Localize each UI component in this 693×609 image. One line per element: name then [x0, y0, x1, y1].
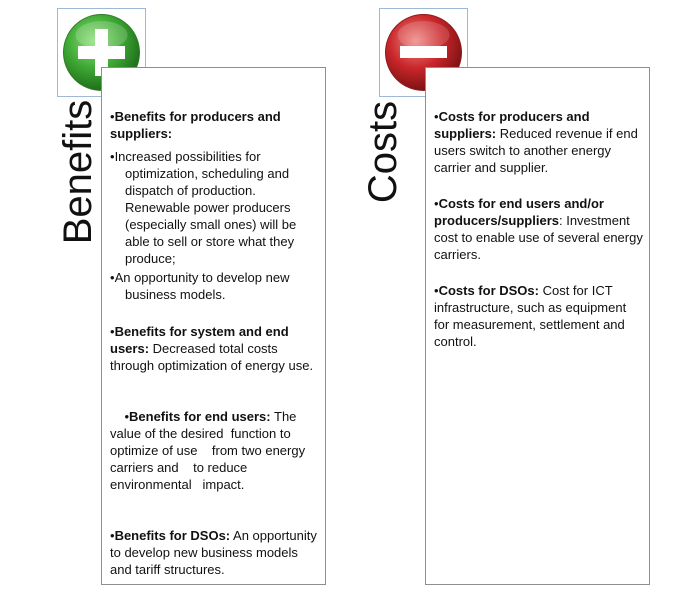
cost-text: Reduced revenue if end users switch to another energy carrier and supplier. [434, 126, 638, 175]
benefit-entry-producers [110, 108, 319, 303]
benefit-subitem-text: An opportunity to develop new business models. [114, 270, 290, 302]
benefit-heading: Benefits for producers and suppliers: [110, 109, 281, 141]
benefit-subitem-text: Increased possibilities for optimization, scheduling and dispatch of production. Renewable power producers (especially small ones) will be able to sell or store what they produce; [114, 149, 297, 266]
costs-panel [425, 67, 650, 585]
cost-text: : Investment cost to enable use of several energy carriers. [434, 213, 643, 262]
benefit-subitem [110, 269, 319, 303]
bullet: • [124, 409, 130, 424]
benefit-subitems [110, 148, 319, 303]
benefit-text: The value of the desired function to optimize of use from two energy carriers and to reduce environmental impact. [110, 409, 309, 492]
cost-heading: Costs for producers and suppliers: [434, 109, 590, 141]
cost-entry-producers [434, 108, 643, 176]
benefit-text: An opportunity to develop new business models and tariff structures. [110, 528, 317, 577]
cost-heading: Costs for DSOs: [438, 283, 539, 298]
bullet: • [110, 149, 115, 164]
benefit-heading: Benefits for system and end users: [110, 324, 289, 356]
benefit-entry-end-users [110, 391, 319, 510]
benefit-entry-dsos [110, 527, 319, 578]
cost-heading: Costs for end users and/or producers/suppliers [434, 196, 604, 228]
benefits-panel [101, 67, 326, 585]
benefit-heading: Benefits for end users: [129, 409, 271, 424]
benefit-text: Decreased total costs through optimization of energy use. [110, 341, 314, 373]
bullet: • [110, 528, 115, 543]
benefits-title: Benefits [56, 99, 100, 245]
cost-text: Cost for ICT infrastructure, such as equipment for measurement, settlement and control. [434, 283, 627, 349]
bullet: • [434, 109, 439, 124]
bullet: • [110, 324, 115, 339]
benefit-entry-system [110, 323, 319, 374]
costs-title: Costs [361, 100, 405, 204]
bullet: • [434, 283, 439, 298]
bullet: • [110, 109, 115, 124]
bullet: • [110, 270, 115, 285]
benefit-subitem [110, 148, 319, 267]
cost-entry-end-users [434, 195, 643, 263]
cost-entry-dsos [434, 282, 643, 350]
benefit-heading: Benefits for DSOs: [114, 528, 231, 543]
bullet: • [434, 196, 439, 211]
